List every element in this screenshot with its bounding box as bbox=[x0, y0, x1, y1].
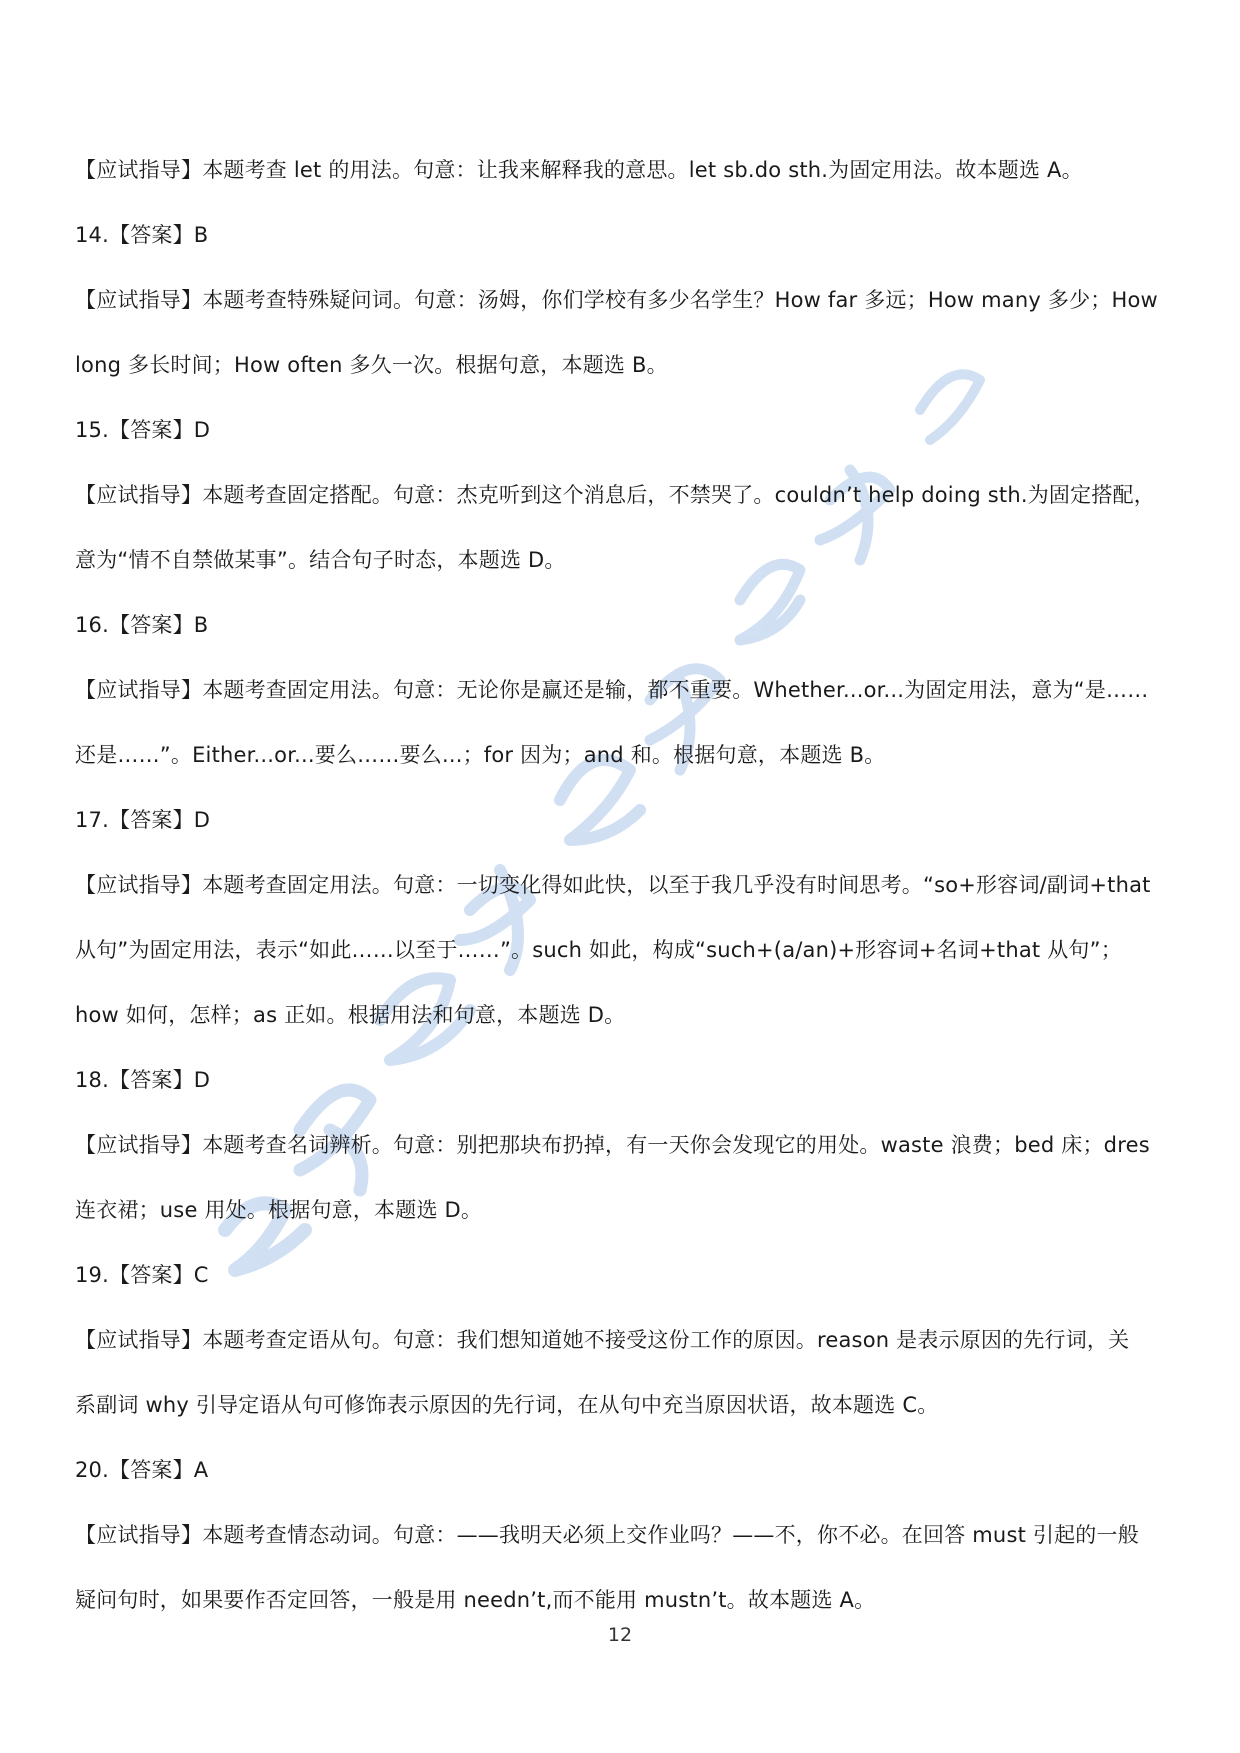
answer-heading: 19.【答案】C bbox=[75, 1263, 209, 1287]
text-line: 从句”为固定用法，表示“如此……以至于……”。such 如此，构成“such+(a/an)+形容词+名词+that 从句”； bbox=[75, 938, 1122, 962]
text-line: 疑问句时，如果要作否定回答，一般是用 needn’t,而不能用 mustn’t。故本题选 A。 bbox=[75, 1588, 876, 1612]
text-line: 【应试指导】本题考查 let 的用法。句意：让我来解释我的意思。let sb.do sth.为固定用法。故本题选 A。 bbox=[75, 158, 1083, 182]
text-line: 连衣裙；use 用处。根据句意，本题选 D。 bbox=[75, 1198, 483, 1222]
text-line: 【应试指导】本题考查定语从句。句意：我们想知道她不接受这份工作的原因。reason 是表示原因的先行词，关 bbox=[75, 1328, 1130, 1352]
text-line: 【应试指导】本题考查特殊疑问词。句意：汤姆，你们学校有多少名学生？How far 多远；How many 多少；How bbox=[75, 288, 1158, 312]
answer-heading: 20.【答案】A bbox=[75, 1458, 209, 1482]
text-line: 意为“情不自禁做某事”。结合句子时态，本题选 D。 bbox=[75, 548, 566, 572]
text-line: 【应试指导】本题考查固定用法。句意：一切变化得如此快，以至于我几乎没有时间思考。“so+形容词/副词+that bbox=[75, 873, 1151, 897]
text-line: long 多长时间；How often 多久一次。根据句意，本题选 B。 bbox=[75, 353, 668, 377]
answer-explanations bbox=[75, 138, 1170, 1633]
text-line: how 如何，怎样；as 正如。根据用法和句意，本题选 D。 bbox=[75, 1003, 626, 1027]
answer-heading: 16.【答案】B bbox=[75, 613, 209, 637]
page-number: 12 bbox=[607, 1624, 633, 1646]
text-line: 【应试指导】本题考查名词辨析。句意：别把那块布扔掉，有一天你会发现它的用处。waste 浪费；bed 床；dres bbox=[75, 1133, 1150, 1157]
answer-heading: 17.【答案】D bbox=[75, 808, 211, 832]
answer-heading: 15.【答案】D bbox=[75, 418, 211, 442]
text-line: 【应试指导】本题考查固定用法。句意：无论你是赢还是输，都不重要。Whether...or...为固定用法，意为“是…… bbox=[75, 678, 1149, 702]
text-line: 系副词 why 引导定语从句可修饰表示原因的先行词，在从句中充当原因状语，故本题选 C。 bbox=[75, 1393, 939, 1417]
text-line: 【应试指导】本题考查固定搭配。句意：杰克听到这个消息后，不禁哭了。couldn’t help doing sth.为固定搭配， bbox=[75, 483, 1155, 507]
answer-heading: 14.【答案】B bbox=[75, 223, 209, 247]
answer-heading: 18.【答案】D bbox=[75, 1068, 211, 1092]
text-line: 还是……”。Either...or...要么……要么...；for 因为；and 和。根据句意，本题选 B。 bbox=[75, 743, 886, 767]
text-line: 【应试指导】本题考查情态动词。句意：——我明天必须上交作业吗？——不，你不必。在回答 must 引起的一般 bbox=[75, 1523, 1139, 1547]
